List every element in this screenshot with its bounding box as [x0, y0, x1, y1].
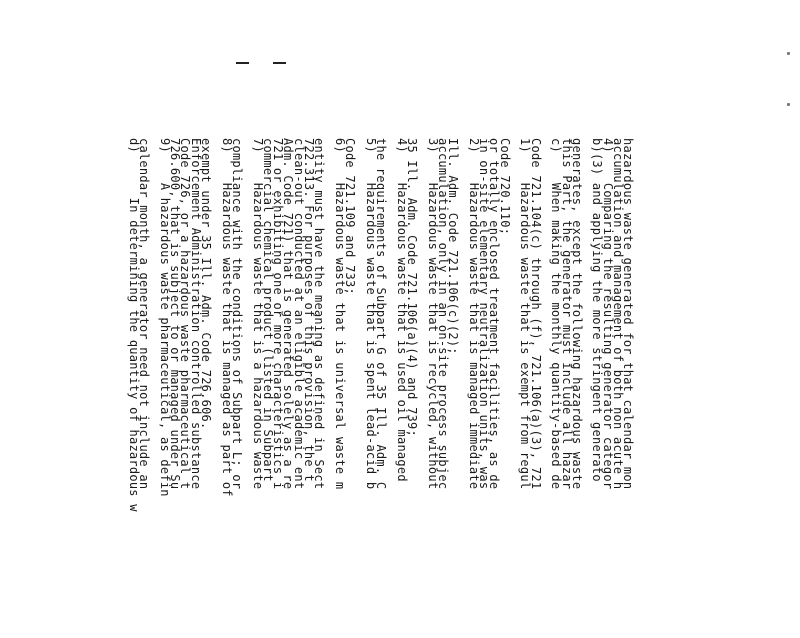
scan-speck [787, 52, 790, 55]
text-line: accumulation, only in an on-site process subjec [436, 138, 450, 490]
text-line: Ill. Adm. Code 721.106(c)(2); [446, 138, 461, 355]
scan-speck [787, 103, 790, 106]
text-line: 35 Ill. Adm. Code 721.106(a)(4) and 739; [405, 138, 420, 437]
text-line: c) When making the monthly quantity-based de [549, 138, 564, 490]
text-line: hazardous waste generated for that calendar mon [621, 138, 636, 490]
text-line: b)(3) and applying the more stringent generato [590, 138, 605, 482]
text-line: clean-out conducted at an eligible academic ent [291, 138, 306, 490]
text-line: Code 721.104(c) through (f), 721.106(a)(3), 721 [528, 138, 543, 490]
text-line: Code 726, or a hazardous waste pharmaceutical t [178, 138, 193, 490]
text-line: Enforcement Administration controlled substance [188, 138, 203, 490]
text-line: or totally enclosed treatment facilities, as de [487, 138, 502, 490]
text-line: 726.600, that is subject to or managed under Su [168, 138, 183, 490]
text-line: 9) A hazardous waste pharmaceutical, as defin [157, 138, 172, 497]
text-line: commercial chemical product (listed in Subpart [260, 138, 275, 482]
text-line: 5) Hazardous waste that is spent lead-acid b [363, 138, 378, 490]
text-line: 4) Hazardous waste that is used oil managed [394, 138, 409, 482]
text-line: Code 721.109 and 733; [343, 138, 358, 295]
text-line: Code 720.110; [497, 138, 512, 236]
text-line: this Part, the generator must include all hazar [559, 138, 574, 490]
text-line: 1) Hazardous waste that is exempt from regul [518, 138, 533, 490]
text-line: generates, except the following hazardous waste [569, 138, 584, 490]
text-line: exempt under 35 Ill. Adm. Code 726.606. [199, 138, 214, 430]
text-line: 722.313. For purposes of this provision, the t [302, 138, 317, 482]
text-line: compliance with the conditions of Subpart L; or [230, 138, 244, 490]
text-line: 4) Comparing the resulting generator categor [600, 138, 615, 490]
text-line: calendar month, a generator need not include an [137, 138, 152, 490]
text-line: 2) Hazardous waste that is managed immediate [466, 138, 481, 490]
text-line: entity must have the meaning as defined in Sect [312, 138, 327, 490]
text-line: 8) Hazardous waste that is managed as part of [219, 138, 234, 497]
text-line: accumulation and management of both non acute h [611, 138, 626, 490]
text-line: d) In determining the quantity of hazardous w [127, 138, 141, 512]
text-line: the requirements of Subpart G of 35 Ill. Adm. C [374, 138, 389, 490]
scan-mark [236, 62, 249, 64]
text-line: 721 or exhibiting one or more characteristics i [271, 138, 286, 490]
text-line: 3) Hazardous waste that is recycled, without [425, 138, 440, 490]
scan-mark [273, 62, 286, 64]
text-line: Adm. Code 721) that is generated solely as a re [281, 138, 296, 490]
text-line: in on-site elementary neutralization units, was [477, 138, 492, 490]
text-line: 6) Hazardous waste that is universal waste m [333, 138, 347, 490]
text-line: 7) Hazardous waste that is a hazardous waste [250, 138, 265, 490]
rotated-text-block [127, 138, 636, 638]
